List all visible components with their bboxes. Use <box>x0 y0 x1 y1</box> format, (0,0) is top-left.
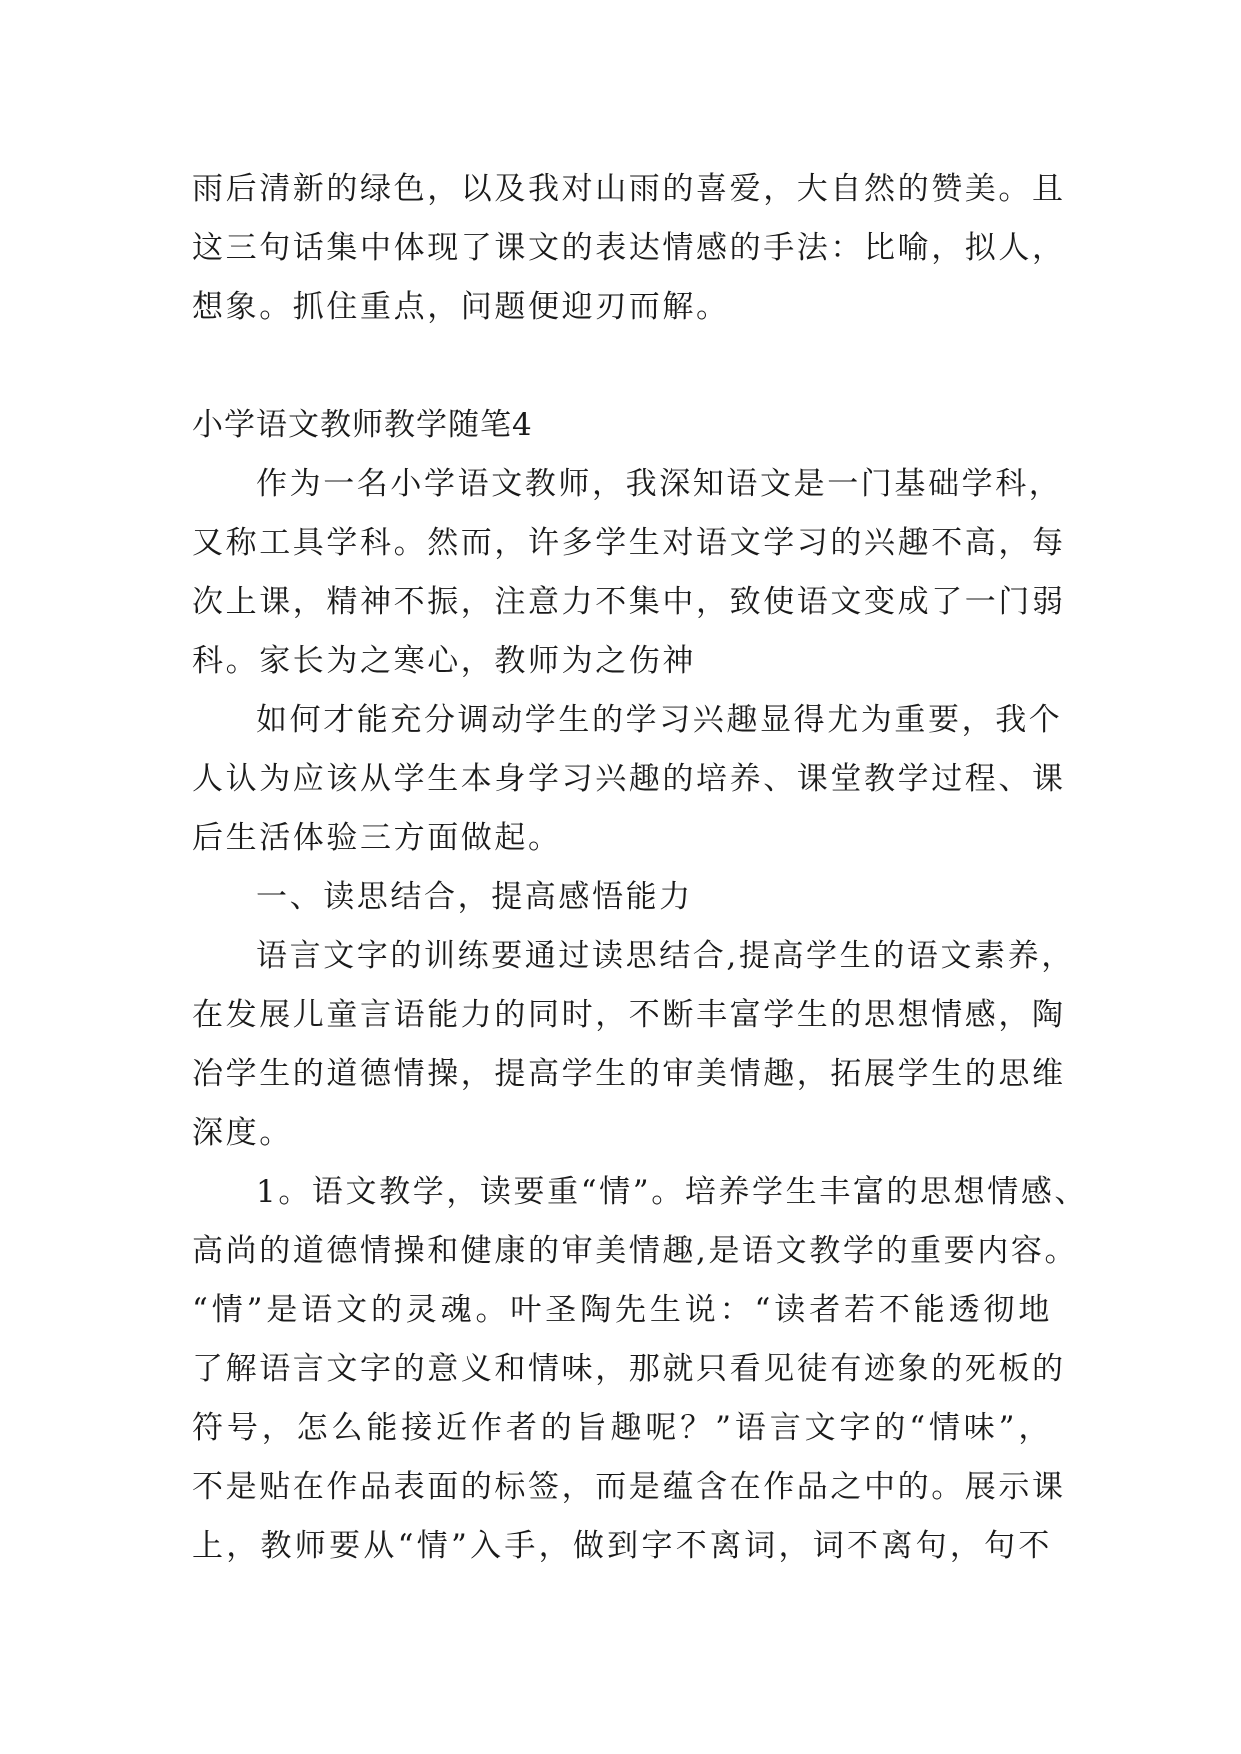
paragraph-4 <box>192 1163 1089 1576</box>
text-line: 作为一名小学语文教师，我深知语文是一门基础学科， <box>256 466 1063 502</box>
text-line: 不是贴在作品表面的标签，而是蕴含在作品之中的。展示课 <box>192 1469 1066 1505</box>
text-line: 后生活体验三方面做起。 <box>192 820 562 856</box>
text-line: 深度。 <box>192 1115 293 1151</box>
text-line: 了解语言文字的意义和情味，那就只看见徒有迹象的死板的 <box>192 1351 1066 1387</box>
text-line: 这三句话集中体现了课文的表达情感的手法：比喻，拟人， <box>192 230 1066 266</box>
paragraph-3 <box>192 927 1075 1163</box>
text-line: 次上课，精神不振，注意力不集中，致使语文变成了一门弱 <box>192 584 1066 620</box>
section-title: 小学语文教师教学随笔4 <box>192 407 533 443</box>
text-line: 冶学生的道德情操，提高学生的审美情趣，拓展学生的思维 <box>192 1056 1066 1092</box>
paragraph-1 <box>192 455 1066 691</box>
text-line: 1。语文教学，读要重“情”。培养学生丰富的思想情感、 <box>256 1174 1089 1210</box>
text-line: 科。家长为之寒心，教师为之伤神 <box>192 643 696 679</box>
text-line: 又称工具学科。然而，许多学生对语文学习的兴趣不高，每 <box>192 525 1066 561</box>
text-line: 想象。抓住重点，问题便迎刃而解。 <box>192 289 730 325</box>
text-line: 符号，怎么能接近作者的旨趣呢？”语言文字的“情味”， <box>192 1410 1052 1446</box>
text-line: “情”是语文的灵魂。叶圣陶先生说：“读者若不能透彻地 <box>192 1292 1052 1328</box>
document-page <box>192 160 1089 1576</box>
subheading: 一、读思结合，提高感悟能力 <box>256 879 693 915</box>
paragraph-2 <box>192 691 1066 868</box>
text-line: 人认为应该从学生本身学习兴趣的培养、课堂教学过程、课 <box>192 761 1066 797</box>
text-line: 高尚的道德情操和健康的审美情趣,是语文教学的重要内容。 <box>192 1233 1079 1269</box>
text-line: 如何才能充分调动学生的学习兴趣显得尤为重要，我个 <box>256 702 1063 738</box>
text-line: 雨后清新的绿色，以及我对山雨的喜爱，大自然的赞美。且 <box>192 171 1066 207</box>
text-line: 上，教师要从“情”入手，做到字不离词，词不离句，句不 <box>192 1528 1052 1564</box>
spacer <box>192 337 1052 396</box>
text-line: 在发展儿童言语能力的同时，不断丰富学生的思想情感，陶 <box>192 997 1066 1033</box>
top-paragraph <box>192 160 1066 337</box>
text-line: 语言文字的训练要通过读思结合,提高学生的语文素养， <box>256 938 1075 974</box>
